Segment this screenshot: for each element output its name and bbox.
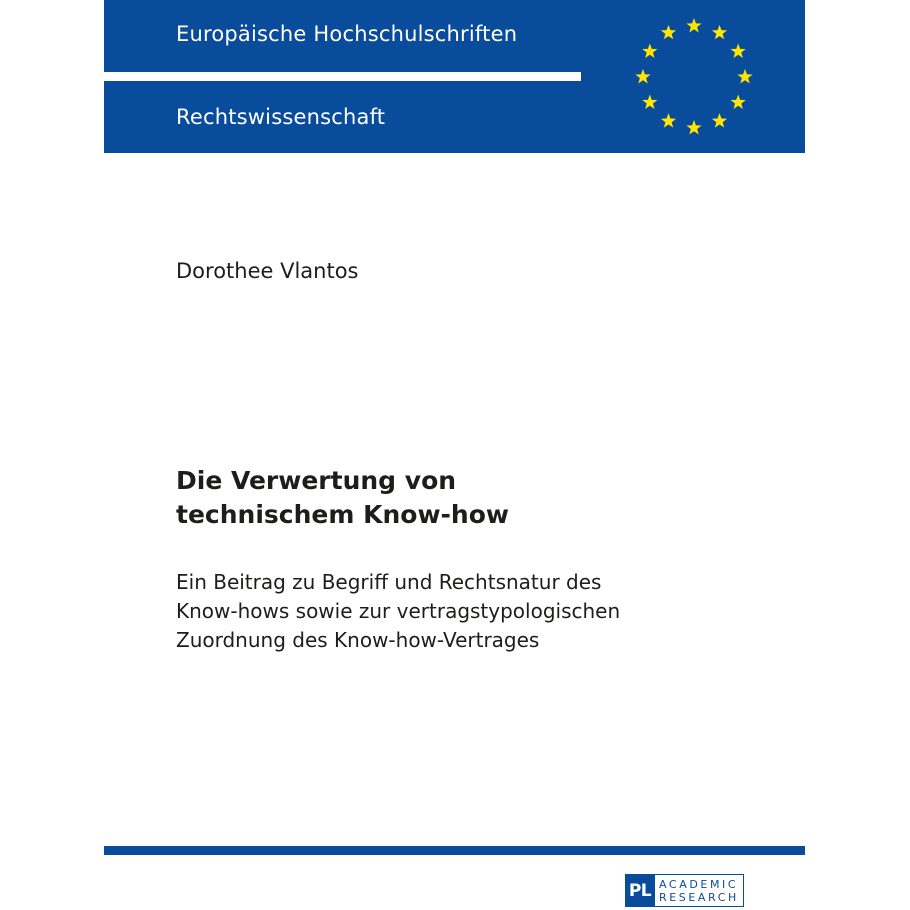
star-icon <box>737 69 752 83</box>
book-cover <box>104 0 805 910</box>
star-icon <box>661 25 676 39</box>
author-name: Dorothee Vlantos <box>176 259 359 283</box>
eu-stars-icon <box>629 12 759 142</box>
book-subtitle <box>176 568 620 655</box>
star-icon <box>731 44 746 58</box>
series-name: Europäische Hochschulschriften <box>176 22 518 46</box>
footer-rule <box>104 846 805 855</box>
star-icon <box>731 95 746 109</box>
title-line-2: technischem Know-how <box>176 500 509 529</box>
subtitle-line-1: Ein Beitrag zu Begriff und Rechtsnatur des <box>176 570 602 594</box>
header-divider <box>104 72 581 81</box>
subseries-name: Rechtswissenschaft <box>176 105 386 129</box>
publisher-line-2: RESEARCH <box>659 890 739 904</box>
subtitle-line-3: Zuordnung des Know-how-Vertrages <box>176 628 540 652</box>
star-icon <box>642 95 657 109</box>
publisher-wordmark <box>655 874 744 907</box>
subtitle-line-2: Know-hows sowie zur vertragstypologischen <box>176 599 621 623</box>
title-line-1: Die Verwertung von <box>176 466 457 495</box>
book-title <box>176 464 509 532</box>
publisher-line-1: ACADEMIC <box>659 877 739 891</box>
series-header <box>104 0 805 153</box>
publisher-logo <box>625 874 744 909</box>
star-icon <box>686 120 701 134</box>
publisher-mark: PL <box>625 874 655 907</box>
star-icon <box>712 113 727 127</box>
star-icon <box>642 44 657 58</box>
star-icon <box>661 113 676 127</box>
star-icon <box>686 18 701 32</box>
star-icon <box>712 25 727 39</box>
star-icon <box>635 69 650 83</box>
